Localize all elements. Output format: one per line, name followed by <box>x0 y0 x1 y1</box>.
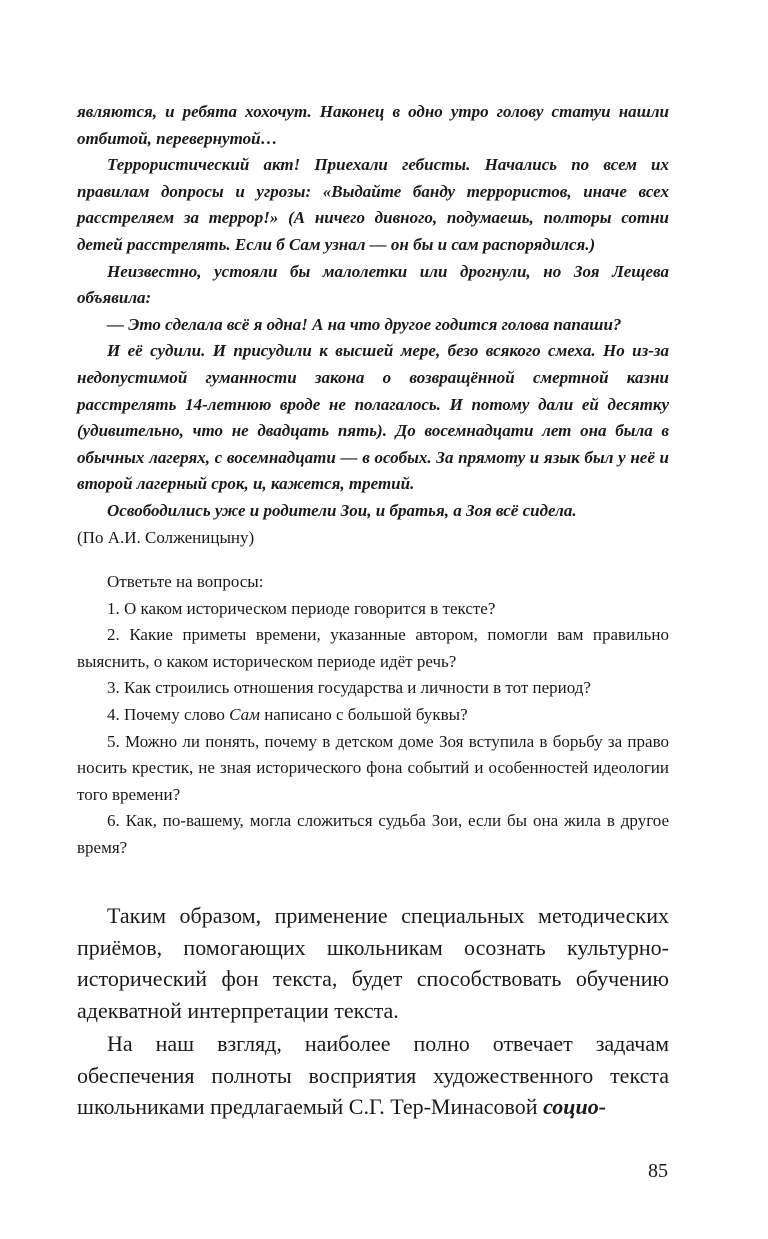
question-item: 2. Какие приметы времени, указанные автором, помогли вам правильно выяснить, о каком историческом периоде идёт речь? <box>77 625 669 671</box>
story-paragraph: Неизвестно, устояли бы малолетки или дрогнули, но Зоя Лещева объявила: <box>77 261 669 308</box>
question-item: 3. Как строились отношения государства и личности в тот период? <box>107 678 591 698</box>
bold-term: социо- <box>543 1094 607 1119</box>
story-paragraph: являются, и ребята хохочут. Наконец в одно утро голову статуи нашли отбитой, перевернутой… <box>77 102 669 148</box>
story-source: (По А.И. Солженицыну) <box>77 527 255 547</box>
emphasized-word: Сам <box>229 705 260 725</box>
story-paragraph: И её судили. И присудили к высшей мере, безо всякого смеха. Но из-за недопустимой гуманности закона о возвращённой смертной казни расстрелять 14-летнюю вроде не полагалось. И потому дали ей десятку (удивительно, что не двадцать пять). До восемнадцати лет она была в обычных лагерях, с восемнадцати — в особых. За прямоту и язык был у неё и второй лагерный срок, и, кажется, третий. <box>77 341 669 494</box>
story-excerpt <box>77 99 669 862</box>
questions-block <box>77 569 669 862</box>
question-text: 4. Почему слово <box>107 705 230 725</box>
story-paragraph: Террористический акт! Приехали гебисты. Начались по всем их правилам допросы и угрозы: «Выдайте банду террористов, иначе всех расстреляем за террор!» (А ничего дивного, подумаешь, полторы сотни детей расстрелять. Если б Сам узнал — он бы и сам распорядился.) <box>77 155 669 254</box>
question-item: 1. О каком историческом периоде говорится в тексте? <box>107 598 496 618</box>
question-text: написано с большой буквы? <box>259 705 468 725</box>
story-paragraph: Освободились уже и родители Зои, и братья, а Зоя всё сидела. <box>107 500 577 520</box>
question-item: 5. Можно ли понять, почему в детском доме Зоя вступила в борьбу за право носить крестик, не зная исторического фона событий и особенностей идеологии того времени? <box>77 731 669 804</box>
question-item <box>77 702 669 729</box>
questions-heading: Ответьте на вопросы: <box>107 572 264 592</box>
body-paragraph: Таким образом, применение специальных методических приёмов, помогающих школьникам осознать культурно-исторический фон текста, будет способствовать обучению адекватной интерпретации текста. <box>77 903 669 1023</box>
story-dialogue: — Это сделала всё я одна! А на что другое годится голова папаши? <box>107 314 622 334</box>
body-text: На наш взгляд, наиболее полно отвечает задачам обеспечения полноты восприятия художественного текста школьниками предлагаемый С.Г. Тер-Минасовой <box>77 1031 669 1119</box>
body-paragraph <box>77 1028 669 1123</box>
question-item: 6. Как, по-вашему, могла сложиться судьба Зои, если бы она жила в другое время? <box>77 811 669 858</box>
main-text <box>77 900 669 1123</box>
page-number: 85 <box>648 1160 668 1182</box>
